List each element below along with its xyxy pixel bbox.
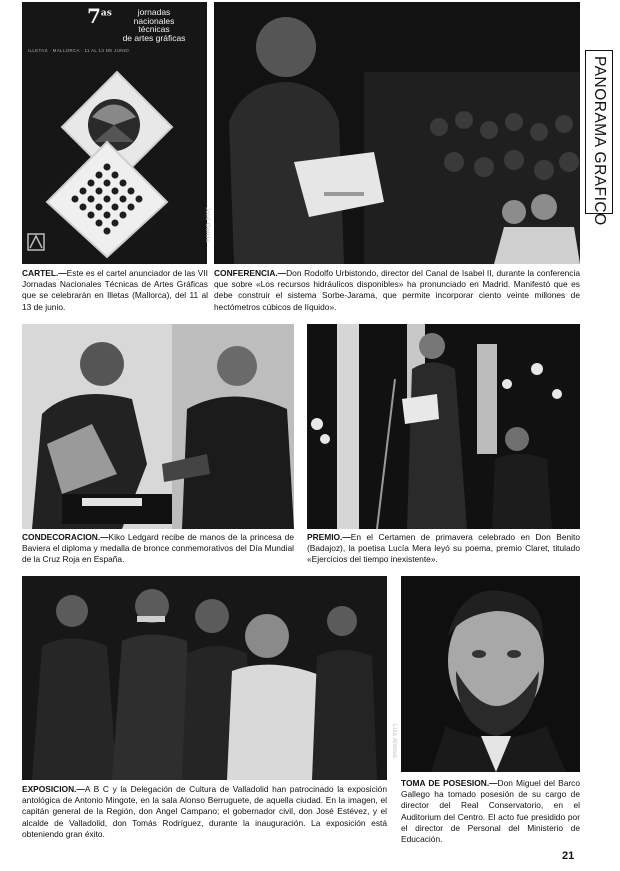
poster-corner-logo bbox=[28, 234, 44, 250]
caption-text: Don Miguel del Barco Gallego ha tomado posesión de su cargo de director del Real Conservatorio, en el Auditorium del Centro. El acto fue presidido por el director de Personal del Ministerio de Educación. bbox=[401, 778, 580, 845]
caption-lead: CARTEL.— bbox=[22, 268, 67, 278]
premio-photo bbox=[307, 324, 580, 529]
toma-credit: Luis Alonso bbox=[391, 724, 397, 758]
caption-cartel bbox=[22, 268, 208, 313]
caption-lead: CONDECORACION.— bbox=[22, 532, 109, 542]
exposicion-photo bbox=[22, 576, 387, 780]
poster-photo bbox=[22, 2, 207, 264]
caption-condecoracion bbox=[22, 532, 294, 566]
condecoracion-photo bbox=[22, 324, 294, 529]
poster-graphic bbox=[22, 62, 207, 262]
caption-lead: CONFERENCIA.— bbox=[214, 268, 287, 278]
caption-text: A B C y la Delegación de Cultura de Valladolid han patrocinado la exposición antológica de Antonio Mingote, en la sala Alonso Berruguete, de aquella ciudad. En la imagen, el capitán general de la Región, don Angel Campano; el gobernador civil, don José Estévez, y el alcalde de Valladolid, don Tomás Rodríguez, durante la inauguración. La exposición está obteniendo gran éxito. bbox=[22, 784, 387, 839]
caption-toma bbox=[401, 778, 580, 845]
caption-lead: PREMIO.— bbox=[307, 532, 351, 542]
poster-title-line: técnicas bbox=[138, 24, 170, 34]
poster-fineprint: ILLETAS · MALLORCA · 11 AL 13 DE JUNIO bbox=[28, 48, 130, 53]
toma-photo bbox=[391, 576, 580, 772]
caption-lead: EXPOSICION.— bbox=[22, 784, 85, 794]
toma-scene bbox=[401, 576, 580, 772]
poster-title bbox=[110, 8, 198, 42]
poster-diamond-dots bbox=[47, 142, 167, 257]
caption-text: En el Certamen de primavera celebrado en Don Benito (Badajoz), la poetisa Lucía Mera leyó su poema, premio Claret, titulado «Ejercicios del tiempo inexistente». bbox=[307, 532, 580, 565]
poster-title-line: nacionales bbox=[133, 15, 175, 26]
section-title: PANORAMA GRAFICO bbox=[591, 56, 608, 226]
caption-premio bbox=[307, 532, 580, 566]
page-number: 21 bbox=[562, 850, 575, 862]
conferencia-credit: José Garcia bbox=[204, 207, 210, 243]
conferencia-photo bbox=[204, 2, 580, 264]
poster-number bbox=[87, 4, 112, 28]
caption-exposicion bbox=[22, 784, 387, 840]
section-title-box bbox=[585, 50, 613, 226]
caption-lead: TOMA DE POSESION.— bbox=[401, 778, 498, 788]
caption-conferencia bbox=[214, 268, 580, 313]
poster-number-sup: as bbox=[100, 8, 112, 19]
poster-title-line: jornadas bbox=[137, 7, 171, 17]
exposicion-scene bbox=[22, 576, 387, 780]
poster-number-digit: 7 bbox=[87, 4, 101, 28]
conferencia-scene bbox=[214, 2, 580, 264]
premio-scene bbox=[307, 324, 580, 529]
condecoracion-scene bbox=[22, 324, 294, 529]
poster-title-line: de artes gráficas bbox=[122, 32, 186, 43]
caption-text: Don Rodolfo Urbistondo, director del Canal de Isabel II, durante la conferencia que sobre «Los recursos hidráulicos disponibles» ha pronunciado en Madrid. Manifestó que es debe construir el sistema Sorbe-Jarama, que permite incorporar ciento veinte millones de hectómetros cúbicos de líquido». bbox=[214, 268, 580, 312]
caption-text: Este es el cartel anunciador de las VII Jornadas Nacionales Técnicas de Artes Gráficas que se celebrarán en Illetas (Mallorca), del 11 al 13 de junio. bbox=[22, 268, 208, 312]
caption-text: Kiko Ledgard recibe de manos de la princesa de Baviera el diploma y medalla de bronce conmemorativos del Día Mundial de la Cruz Roja en España. bbox=[22, 532, 294, 565]
